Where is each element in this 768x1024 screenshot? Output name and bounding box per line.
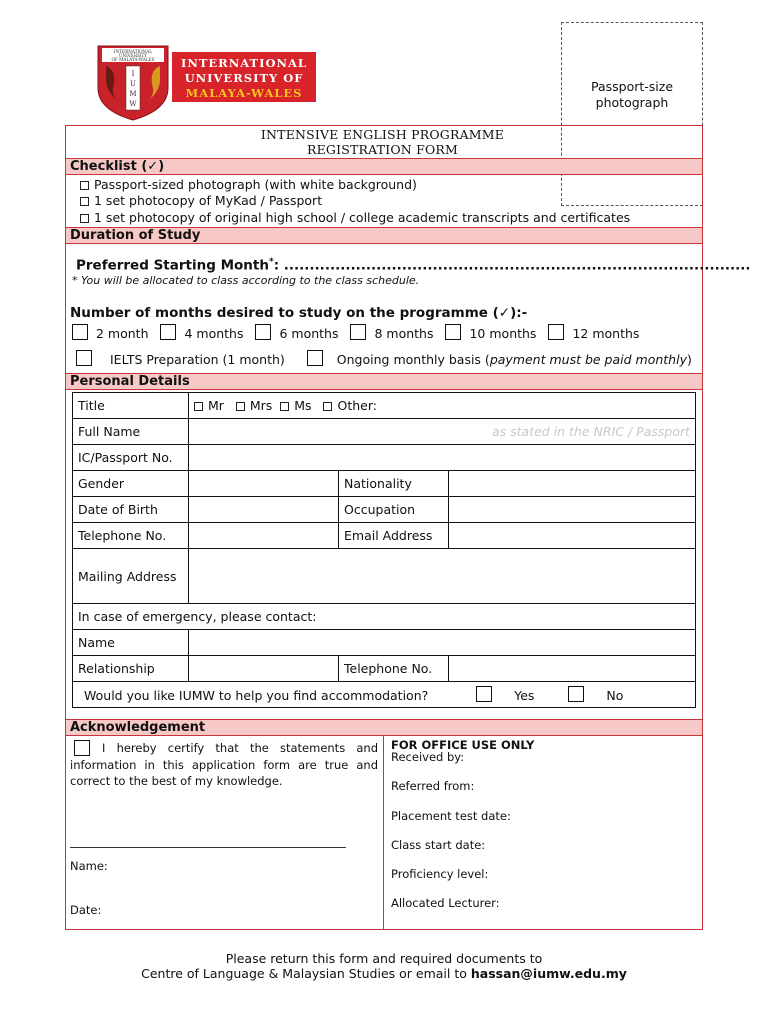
checkbox-icon[interactable] — [280, 402, 289, 411]
checklist-item-photo[interactable] — [80, 177, 417, 192]
acknowledgement-text: I hereby certify that the statements and information in this application form are true and correct to the best of my knowledge. — [70, 741, 378, 788]
option-label: Yes — [514, 688, 535, 703]
extra-options — [76, 350, 700, 367]
option-label: 6 months — [279, 326, 339, 341]
title-label: Title — [73, 393, 189, 419]
option-label: 8 months — [374, 326, 434, 341]
option-ielts[interactable] — [76, 352, 285, 367]
form-title-line1: INTENSIVE ENGLISH PROGRAMME — [260, 127, 505, 142]
option-label: Other: — [337, 398, 377, 413]
office-referred-from: Referred from: — [391, 779, 475, 794]
occupation-label: Occupation — [339, 497, 449, 523]
option-label: Mrs — [249, 398, 273, 413]
office-class-start-date: Class start date: — [391, 837, 486, 852]
office-proficiency-level: Proficiency level: — [391, 867, 489, 882]
full-name-field[interactable]: as stated in the NRIC / Passport — [189, 419, 696, 445]
checkbox-icon[interactable] — [323, 402, 332, 411]
emergency-telephone-field[interactable] — [449, 656, 696, 682]
emergency-name-label: Name — [73, 630, 189, 656]
option-2-month[interactable] — [72, 326, 149, 341]
option-12-months[interactable] — [548, 326, 639, 341]
logo-name-line3: MALAYA-WALES — [185, 86, 303, 100]
checkbox-icon[interactable] — [194, 402, 203, 411]
option-10-months[interactable] — [445, 326, 536, 341]
option-label: No — [606, 688, 624, 703]
option-6-months[interactable] — [255, 326, 338, 341]
title-option-ms[interactable] — [280, 398, 311, 413]
checkbox-icon[interactable] — [307, 350, 323, 366]
title-option-mr[interactable] — [194, 398, 224, 413]
preferred-month-field[interactable] — [76, 257, 750, 274]
class-allocation-note: * You will be allocated to class according to the class schedule. — [72, 274, 420, 287]
emergency-telephone-label: Telephone No. — [339, 656, 449, 682]
email-label: Email Address — [339, 523, 449, 549]
footer-line1: Please return this form and required documents to — [225, 951, 543, 966]
option-label: 4 months — [184, 326, 244, 341]
checklist-item-label: Passport-sized photograph (with white background) — [94, 177, 417, 192]
relationship-field[interactable] — [189, 656, 339, 682]
option-label: Ms — [294, 398, 312, 413]
svg-text:U: U — [130, 80, 136, 88]
footer-email-link[interactable]: hassan@iumw.edu.my — [470, 966, 627, 981]
option-note: payment must be paid monthly — [489, 352, 687, 367]
gender-field[interactable] — [189, 471, 339, 497]
title-option-other[interactable] — [323, 398, 376, 413]
checkbox-icon[interactable] — [72, 324, 88, 340]
option-close: ) — [686, 352, 692, 367]
title-option-mrs[interactable] — [236, 398, 272, 413]
ic-field[interactable] — [189, 445, 696, 471]
personal-details-table — [72, 392, 696, 708]
emergency-name-field[interactable] — [189, 630, 696, 656]
checkbox-icon[interactable] — [350, 324, 366, 340]
option-ongoing[interactable] — [307, 352, 692, 367]
logo-name-line1: INTERNATIONAL — [180, 56, 308, 70]
checkbox-icon[interactable] — [76, 350, 92, 366]
checklist-item-label: 1 set photocopy of MyKad / Passport — [94, 193, 323, 208]
checkbox-icon[interactable] — [80, 181, 89, 190]
office-heading: FOR OFFICE USE ONLY — [391, 738, 535, 752]
checklist-item-label: 1 set photocopy of original high school / college academic transcripts and certificates — [94, 210, 631, 225]
acknowledgement-divider — [383, 736, 384, 929]
option-label: 10 months — [469, 326, 537, 341]
ack-date-label: Date: — [70, 903, 102, 917]
preferred-month-label: Preferred Starting Month — [76, 257, 269, 274]
option-4-months[interactable] — [160, 326, 243, 341]
mailing-field[interactable] — [189, 549, 696, 604]
acknowledgement-heading: Acknowledgement — [66, 719, 702, 736]
accommodation-question: Would you like IUMW to help you find accommodation? — [84, 688, 429, 703]
footer-line2 — [0, 966, 768, 981]
checkbox-icon[interactable] — [160, 324, 176, 340]
acknowledgement-statement[interactable] — [70, 740, 378, 790]
dob-label: Date of Birth — [73, 497, 189, 523]
svg-text:W: W — [129, 100, 137, 108]
checkbox-icon[interactable] — [445, 324, 461, 340]
checklist-item-transcripts[interactable] — [80, 210, 630, 225]
svg-text:I: I — [131, 70, 135, 78]
gender-label: Gender — [73, 471, 189, 497]
signature-line[interactable] — [70, 847, 346, 848]
ack-name-label: Name: — [70, 859, 108, 873]
email-field[interactable] — [449, 523, 696, 549]
accommodation-row — [73, 682, 696, 708]
full-name-label: Full Name — [73, 419, 189, 445]
duration-heading: Duration of Study — [66, 227, 702, 244]
photo-box-line2: photograph — [595, 95, 669, 110]
relationship-label: Relationship — [73, 656, 189, 682]
office-received-by: Received by: — [391, 750, 465, 764]
university-seal-icon — [96, 44, 316, 122]
form-title-line2: REGISTRATION FORM — [306, 142, 459, 157]
accommodation-yes[interactable] — [476, 688, 534, 703]
seal-text-1: INTERNATIONAL — [113, 49, 153, 54]
checkbox-icon[interactable] — [255, 324, 271, 340]
dob-field[interactable] — [189, 497, 339, 523]
checkbox-icon[interactable] — [236, 402, 245, 411]
checkbox-icon[interactable] — [476, 686, 492, 702]
preferred-month-asterisk: * — [268, 257, 274, 267]
checkbox-icon[interactable] — [74, 740, 90, 756]
option-label: Mr — [208, 398, 224, 413]
logo-name-line2: UNIVERSITY OF — [184, 71, 304, 85]
office-use-section — [391, 738, 534, 919]
months-question: Number of months desired to study on the programme (✓):- — [70, 305, 528, 321]
svg-text:M: M — [129, 90, 137, 98]
footer-line2-text: Centre of Language & Malaysian Studies or email to — [141, 966, 471, 981]
option-label: IELTS Preparation (1 month) — [110, 352, 285, 367]
checklist-item-mykad[interactable] — [80, 193, 322, 208]
checkbox-icon[interactable] — [548, 324, 564, 340]
checkbox-icon[interactable] — [80, 214, 89, 223]
seal-text-2: UNIVERSITY — [118, 53, 148, 58]
personal-heading: Personal Details — [66, 373, 702, 390]
accommodation-no[interactable] — [568, 688, 623, 703]
university-logo — [96, 44, 316, 122]
checkbox-icon[interactable] — [80, 197, 89, 206]
nationality-label: Nationality — [339, 471, 449, 497]
option-label: Ongoing monthly basis ( — [336, 352, 490, 367]
checklist-heading: Checklist (✓) — [66, 158, 702, 175]
preferred-month-dots: : ........................................................................................... — [273, 257, 751, 274]
option-label: 2 month — [96, 326, 149, 341]
seal-text-3: OF MALAYA-WALES — [111, 57, 155, 62]
emergency-heading: In case of emergency, please contact: — [73, 604, 696, 630]
office-allocated-lecturer: Allocated Lecturer: — [391, 896, 500, 911]
option-label: 12 months — [572, 326, 640, 341]
telephone-label: Telephone No. — [73, 523, 189, 549]
option-8-months[interactable] — [350, 326, 433, 341]
form-title — [200, 127, 565, 157]
occupation-field[interactable] — [449, 497, 696, 523]
photo-box-line1: Passport-size — [590, 79, 674, 94]
months-options — [72, 324, 647, 341]
nationality-field[interactable] — [449, 471, 696, 497]
telephone-field[interactable] — [189, 523, 339, 549]
title-options — [189, 393, 696, 419]
office-placement-test-date: Placement test date: — [391, 808, 511, 823]
checkbox-icon[interactable] — [568, 686, 584, 702]
mailing-label: Mailing Address — [73, 549, 189, 604]
ic-label: IC/Passport No. — [73, 445, 189, 471]
